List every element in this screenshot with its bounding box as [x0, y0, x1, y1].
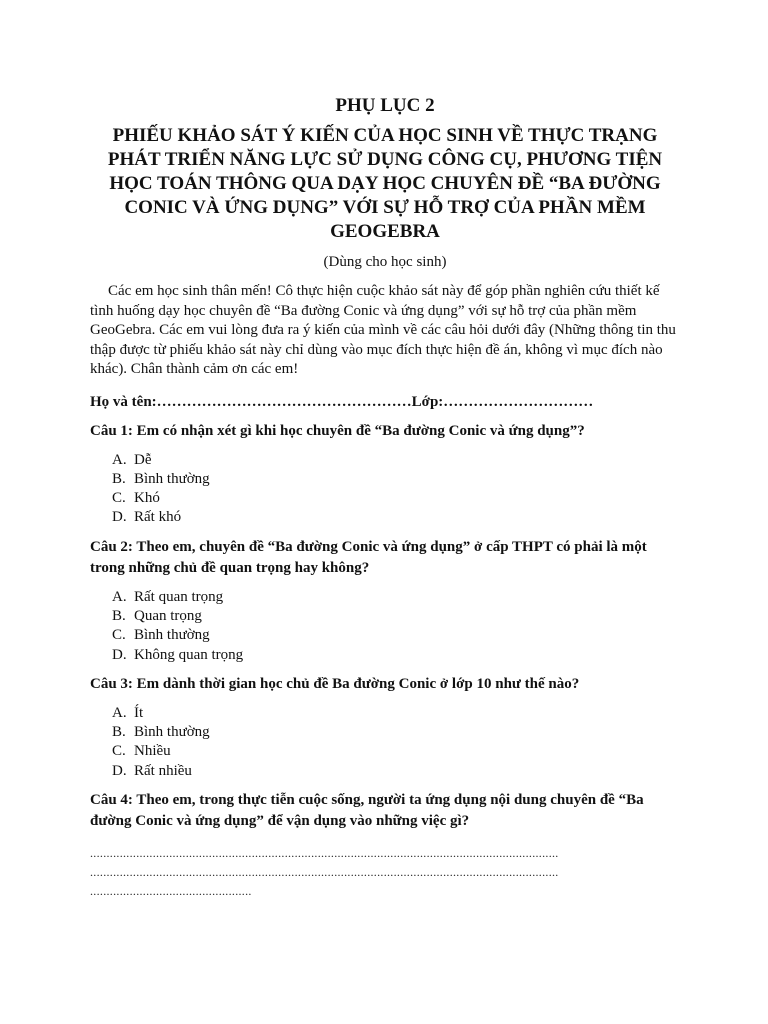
question-4: Câu 4: Theo em, trong thực tiễn cuộc sống, người ta ứng dụng nội dung chuyên đề “Ba đường Conic và ứng dụng” để vận dụng vào những việc gì? — [90, 792, 644, 830]
option-letter: B. — [112, 724, 126, 741]
survey-title-line: CONIC VÀ ỨNG DỤNG” VỚI SỰ HỖ TRỢ CỦA PHẦN MỀM — [124, 197, 646, 218]
option-item — [112, 762, 680, 781]
question-2: Câu 2: Theo em, chuyên đề “Ba đường Conic và ứng dụng” ở cấp THPT có phải là một trong những chủ đề quan trọng hay không? — [90, 538, 647, 576]
survey-title — [90, 124, 680, 244]
option-item — [112, 723, 680, 742]
option-item — [112, 742, 680, 761]
option-letter: B. — [112, 470, 126, 487]
option-text: Quan trọng — [134, 607, 202, 624]
option-letter: B. — [112, 607, 126, 624]
option-item — [112, 588, 680, 607]
option-item — [112, 646, 680, 665]
survey-title-line: HỌC TOÁN THÔNG QUA DẠY HỌC CHUYÊN ĐỀ “BA ĐƯỜNG — [109, 173, 661, 194]
survey-title-line: GEOGEBRA — [330, 221, 440, 242]
option-item — [112, 508, 680, 527]
option-letter: D. — [112, 762, 127, 779]
option-text: Rất quan trọng — [134, 588, 224, 605]
option-letter: A. — [112, 451, 127, 468]
answer-line: .............................................................................................................................................. — [90, 865, 559, 880]
option-letter: C. — [112, 743, 126, 760]
option-text: Bình thường — [134, 470, 210, 487]
option-text: Nhiều — [134, 743, 171, 760]
question-1: Câu 1: Em có nhận xét gì khi học chuyên đề “Ba đường Conic và ứng dụng”? — [90, 422, 585, 439]
option-letter: D. — [112, 646, 127, 663]
option-text: Rất nhiều — [134, 762, 192, 779]
student-info-line: Họ và tên:……………………………………………Lớp:………………………… — [90, 393, 594, 410]
option-letter: A. — [112, 588, 127, 605]
option-item — [112, 607, 680, 626]
option-item — [112, 470, 680, 489]
option-text: Rất khó — [134, 509, 182, 526]
survey-title-line: PHÁT TRIỂN NĂNG LỰC SỬ DỤNG CÔNG CỤ, PHƯƠNG TIỆN — [107, 149, 663, 170]
appendix-heading: PHỤ LỤC 2 — [335, 95, 435, 116]
option-item — [112, 626, 680, 645]
option-text: Ít — [134, 704, 144, 721]
option-letter: D. — [112, 509, 127, 526]
option-text: Dễ — [134, 451, 152, 468]
option-text: Bình thường — [134, 724, 210, 741]
question-1-options — [112, 451, 680, 528]
option-letter: A. — [112, 704, 127, 721]
answer-line: .............................................................................................................................................. — [90, 846, 559, 861]
survey-title-line: PHIẾU KHẢO SÁT Ý KIẾN CỦA HỌC SINH VỀ THỰC TRẠNG — [112, 125, 658, 146]
question-3-options — [112, 704, 680, 781]
option-item — [112, 489, 680, 508]
question-3: Câu 3: Em dành thời gian học chủ đề Ba đường Conic ở lớp 10 như thế nào? — [90, 675, 580, 692]
option-letter: C. — [112, 490, 126, 507]
document-page — [90, 94, 680, 901]
answer-line: ................................................. — [90, 884, 252, 899]
intro-paragraph: Các em học sinh thân mến! Cô thực hiện cuộc khảo sát này để góp phần nghiên cứu thiết kế tình huống dạy học chuyên đề “Ba đường Conic và ứng dụng” với sự hỗ trợ của phần mềm GeoGebra. Các em vui lòng đưa ra ý kiến của mình về các câu hỏi dưới đây (Những thông tin thu thập được từ phiếu khảo sát này chỉ dùng vào mục đích thực hiện đề án, không vì mục đích nào khác). Chân thành cảm ơn các em! — [90, 283, 676, 377]
option-letter: C. — [112, 627, 126, 644]
option-text: Khó — [134, 490, 160, 507]
answer-lines — [90, 844, 680, 901]
option-item — [112, 451, 680, 470]
option-item — [112, 704, 680, 723]
survey-subtitle: (Dùng cho học sinh) — [323, 254, 447, 270]
question-2-options — [112, 588, 680, 665]
option-text: Bình thường — [134, 627, 210, 644]
option-text: Không quan trọng — [134, 646, 244, 663]
